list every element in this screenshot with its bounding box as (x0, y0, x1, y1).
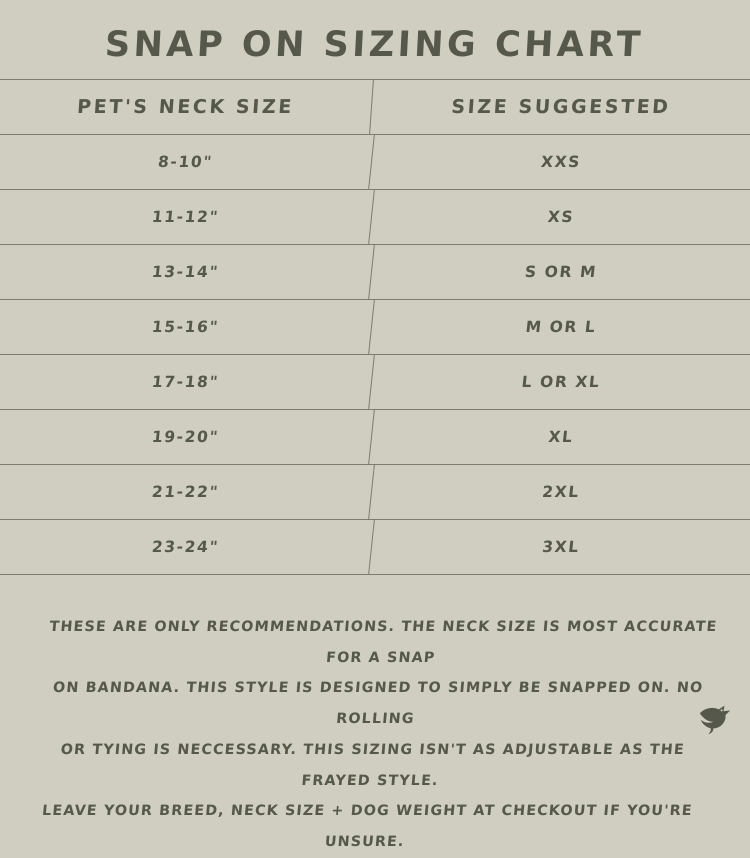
cell-neck-size: 13-14" (0, 245, 375, 299)
note-line-3: OR TYING IS NECCESSARY. THIS SIZING ISN'T AS ADJUSTABLE AS THE FRAYED STYLE. (60, 741, 686, 789)
table-row (0, 520, 750, 575)
note-line-2: ON BANDANA. THIS STYLE IS DESIGNED TO SIMPLY BE SNAPPED ON. NO ROLLING (52, 680, 704, 728)
note-line-4: LEAVE YOUR BREED, NECK SIZE + DOG WEIGHT AT CHECKOUT IF YOU'RE UNSURE. (41, 803, 694, 851)
cell-neck-size: 17-18" (0, 355, 375, 409)
table-row (0, 135, 750, 190)
page-title: SNAP ON SIZING CHART (103, 25, 645, 65)
cell-size-suggested: M OR L (524, 318, 598, 336)
table-row (0, 190, 750, 245)
table-row (0, 465, 750, 520)
cell-neck-size: 11-12" (0, 190, 375, 244)
sizing-table (0, 79, 750, 575)
table-row (0, 355, 750, 410)
table-row (0, 410, 750, 465)
cell-size-suggested: 3XL (541, 538, 581, 556)
cell-size-suggested: S OR M (524, 263, 598, 281)
cell-size-suggested: 2XL (541, 483, 581, 501)
table-header-row (0, 79, 750, 135)
column-header-neck-size: PET'S NECK SIZE (0, 80, 374, 134)
table-row (0, 245, 750, 300)
note-line-1: THESE ARE ONLY RECOMMENDATIONS. THE NECK SIZE IS MOST ACCURATE FOR A SNAP (48, 619, 719, 666)
bird-logo (696, 698, 734, 736)
cell-size-suggested: L OR XL (520, 373, 602, 391)
disclaimer-note (0, 590, 750, 858)
cell-neck-size: 23-24" (0, 520, 375, 574)
cell-neck-size: 21-22" (0, 465, 375, 519)
cell-neck-size: 8-10" (0, 135, 375, 189)
cell-neck-size: 19-20" (0, 410, 375, 464)
cell-size-suggested: XL (547, 428, 575, 446)
cell-neck-size: 15-16" (0, 300, 375, 354)
cell-size-suggested: XS (546, 208, 576, 226)
cell-size-suggested: XXS (540, 153, 582, 171)
column-header-size-suggested: SIZE SUGGESTED (450, 96, 672, 118)
table-row (0, 300, 750, 355)
